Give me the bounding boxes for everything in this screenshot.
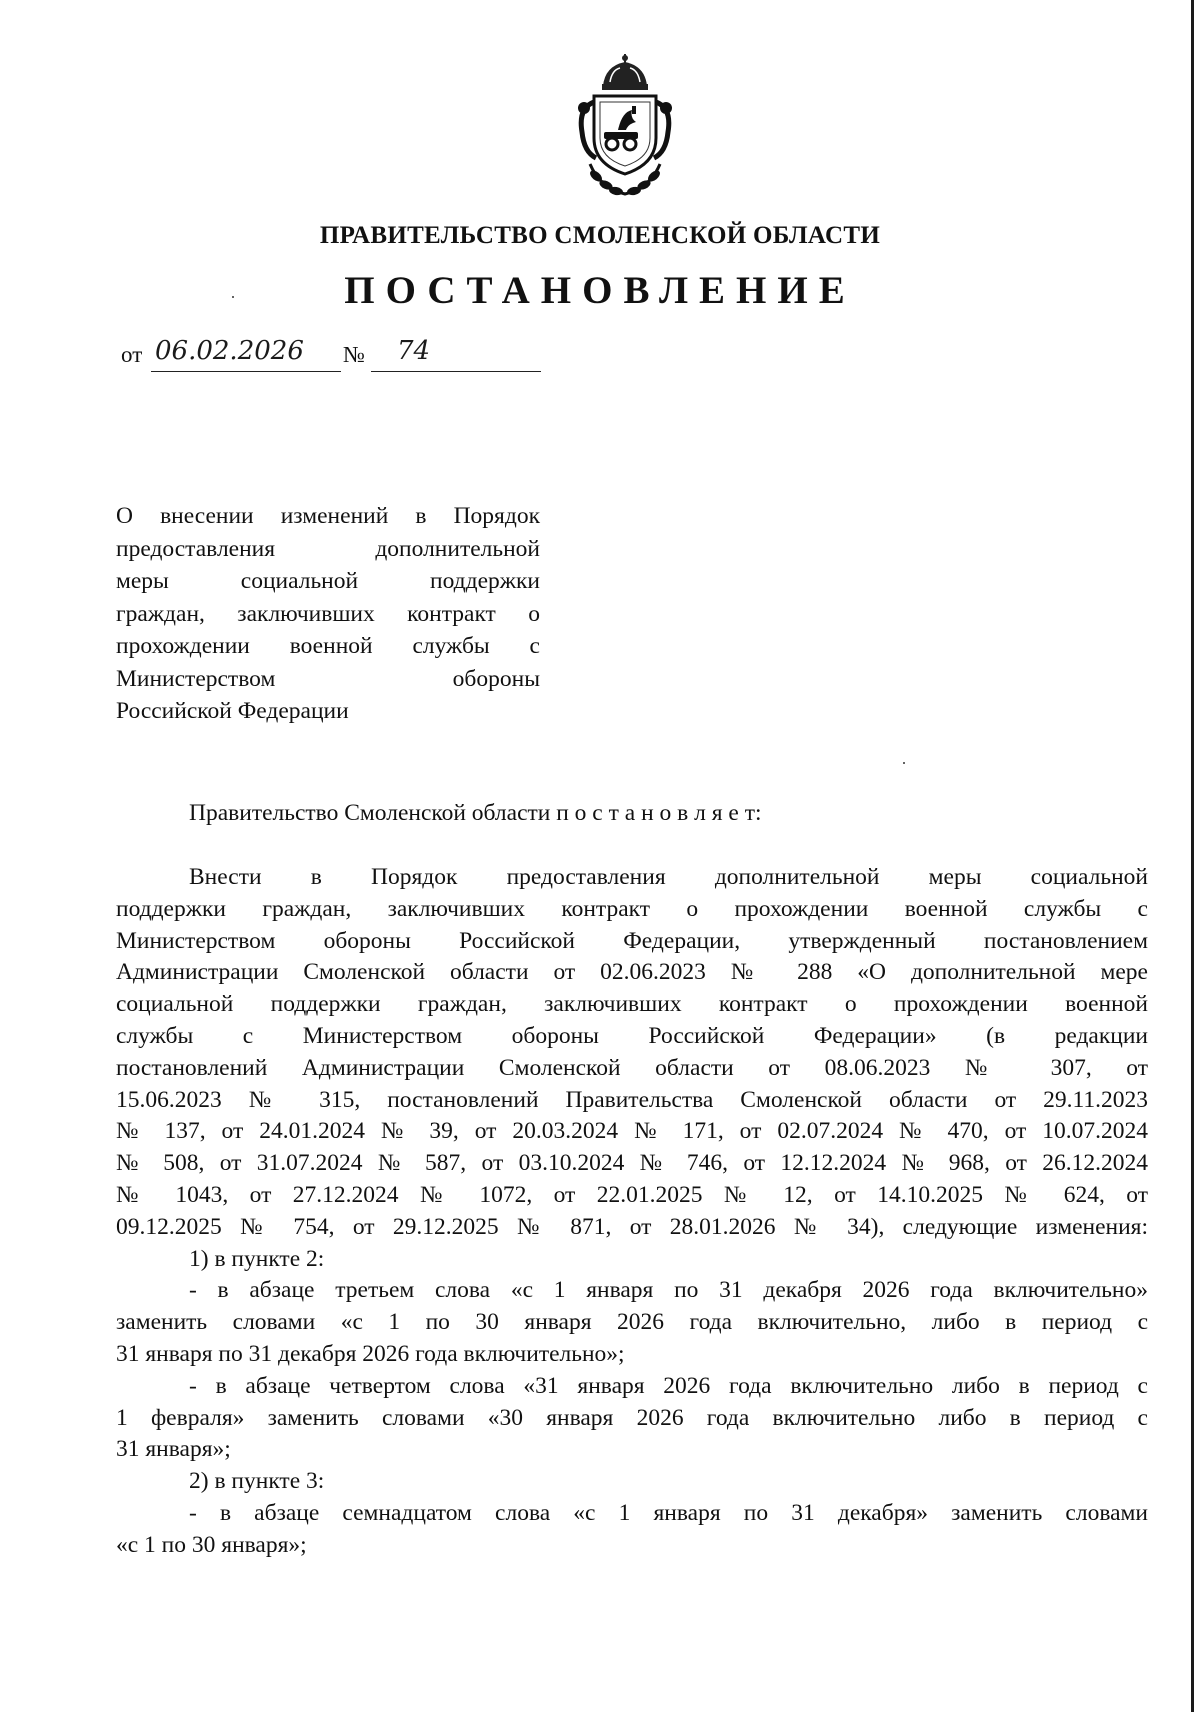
shield-icon <box>594 96 656 174</box>
document-body <box>116 862 1148 1562</box>
date-value: 06.02.2026 <box>155 336 304 366</box>
page-edge-line <box>1191 0 1194 1712</box>
body-line: социальной поддержки граждан, заключивших контракт о прохождении военной <box>116 991 1148 1018</box>
body-line: № 508, от 31.07.2024 № 587, от 03.10.2024 № 746, от 12.12.2024 № 968, от 26.12.2024 <box>116 1150 1148 1177</box>
subject-line: предоставления дополнительной <box>116 535 540 562</box>
document-type-title: ПОСТАНОВЛЕНИЕ <box>344 269 856 312</box>
date-underline <box>151 371 341 372</box>
body-line: 31 января по 31 декабря 2026 года включительно»; <box>116 1340 625 1367</box>
body-line: Администрации Смоленской области от 02.06.2023 № 288 «О дополнительной мере <box>116 959 1148 986</box>
crown-icon <box>602 54 648 90</box>
body-line: - в абзаце четвертом слова «31 января 2026 года включительно либо в период с <box>189 1372 1148 1399</box>
coat-of-arms-emblem <box>560 52 690 202</box>
body-line: № 137, от 24.01.2024 № 39, от 20.03.2024 № 171, от 02.07.2024 № 470, от 10.07.2024 <box>116 1118 1148 1145</box>
subject-line: Российской Федерации <box>116 698 349 724</box>
number-underline <box>371 371 541 372</box>
preamble: Правительство Смоленской области п о с т а н о в л я е т: <box>189 800 762 826</box>
date-prefix: от <box>121 342 143 367</box>
subject-line: прохождении военной службы с <box>116 633 540 659</box>
body-line: 31 января»; <box>116 1436 231 1463</box>
body-line: № 1043, от 27.12.2024 № 1072, от 22.01.2025 № 12, от 14.10.2025 № 624, от <box>116 1181 1148 1208</box>
document-subject <box>116 500 540 728</box>
body-line: службы с Министерством обороны Российской Федерации» (в редакции <box>116 1022 1148 1049</box>
number-prefix: № <box>343 342 365 367</box>
body-line: 2) в пункте 3: <box>189 1468 325 1495</box>
body-line: 1) в пункте 2: <box>189 1245 325 1272</box>
body-line: постановлений Администрации Смоленской области от 08.06.2023 № 307, от <box>116 1054 1148 1081</box>
registration-line <box>121 336 541 376</box>
body-line: 15.06.2023 № 315, постановлений Правительства Смоленской области от 29.11.2023 <box>116 1086 1148 1113</box>
issuing-authority: ПРАВИТЕЛЬСТВО СМОЛЕНСКОЙ ОБЛАСТИ <box>319 222 881 249</box>
body-line: - в абзаце семнадцатом слова «с 1 января по 31 декабря» заменить словами <box>189 1499 1148 1526</box>
subject-line: меры социальной поддержки <box>116 568 540 594</box>
number-value: 74 <box>397 336 431 366</box>
subject-line: Министерством обороны <box>116 665 540 692</box>
subject-line: граждан, заключивших контракт о <box>116 600 540 627</box>
subject-line: О внесении изменений в Порядок <box>116 503 540 529</box>
body-line: Внести в Порядок предоставления дополнительной меры социальной <box>189 864 1148 890</box>
body-line: Министерством обороны Российской Федерации, утвержденный постановлением <box>116 927 1148 954</box>
body-line: - в абзаце третьем слова «с 1 января по 31 декабря 2026 года включительно» <box>189 1277 1148 1304</box>
body-line: «с 1 по 30 января»; <box>116 1531 307 1558</box>
scan-speck <box>232 296 234 298</box>
body-line: 09.12.2025 № 754, от 29.12.2025 № 871, от 28.01.2026 № 34), следующие изменения: <box>116 1213 1148 1240</box>
body-line: поддержки граждан, заключивших контракт о прохождении военной службы с <box>116 895 1148 922</box>
body-line: 1 февраля» заменить словами «30 января 2026 года включительно либо в период с <box>116 1404 1148 1431</box>
scan-speck <box>903 762 905 764</box>
body-line: заменить словами «с 1 по 30 января 2026 года включительно, либо в период с <box>116 1309 1148 1336</box>
